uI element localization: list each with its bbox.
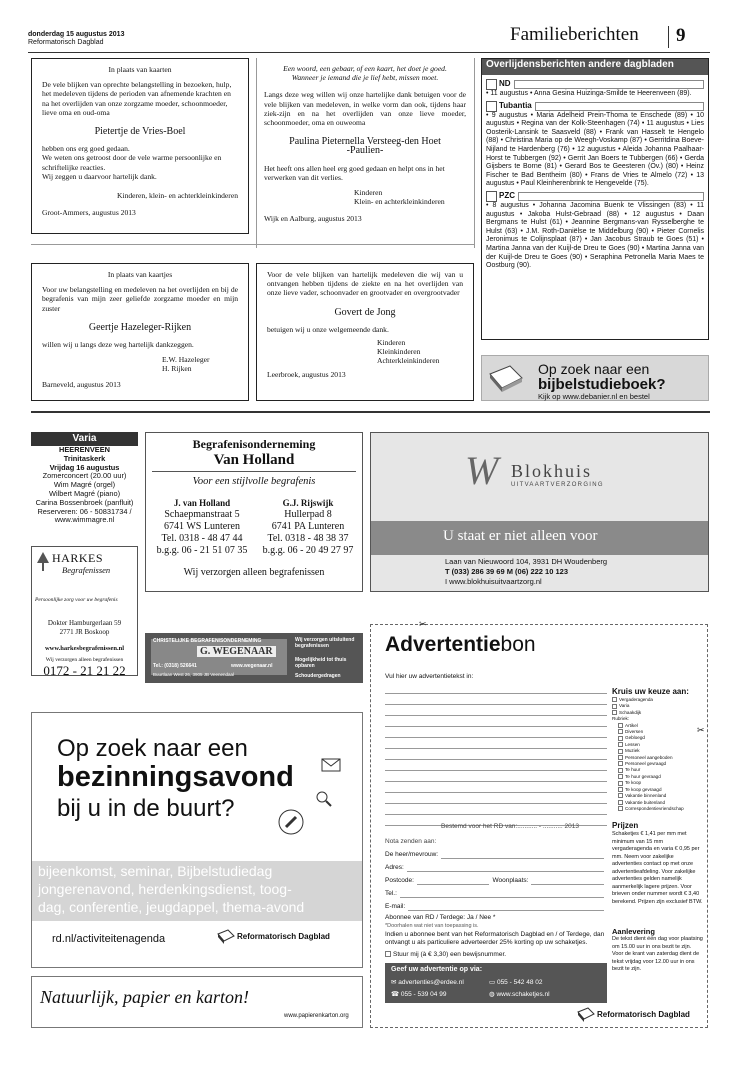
debanier-ad[interactable]: [481, 355, 709, 401]
wegenaar-ad: [145, 633, 363, 683]
vanholland-line: G.J. Rijswijk: [282, 498, 334, 508]
harkes-note: Wij verzorgen alleen begrafenissen: [45, 657, 124, 663]
deceased-name: Geertje Hazeleger-Rijken: [88, 321, 192, 333]
option-label: Vakantie binnenland: [625, 793, 667, 799]
geef-heading: Geef uw advertentie op via:: [391, 966, 483, 973]
wegenaar-r3: Schoudergedragen: [295, 673, 341, 679]
announcement-signature: H. Rijken: [162, 364, 192, 374]
field-label: Woonplaats:: [492, 877, 529, 884]
harkes-ad: [31, 546, 138, 676]
nd-entries: • 11 augustus • Anna Gesina Huizinga-Smilde te Heerenveen (89).: [486, 90, 692, 97]
blokhuis-web[interactable]: I www.blokhuisuitvaartzorg.nl: [445, 577, 542, 586]
column-divider: [256, 58, 257, 248]
field-input[interactable]: [400, 889, 604, 898]
bon-phone: ☎ 055 - 539 04 99: [391, 991, 447, 998]
bon-title: [385, 633, 536, 657]
bezinning-icons: [316, 753, 352, 853]
aanlevering-text: De tekst dient één dag voor plaatsing om 15.00 uur in ons bezit te zijn. Voor de krant van zaterdag dient de tekst vrijdag voor 12.00 uur in ons bezit te zijn.: [612, 936, 703, 972]
book-icon: [488, 364, 524, 394]
overlijden-title: Overlijdensberichten andere dagbladen: [482, 59, 708, 75]
wegenaar-r2: Mogelijkheid tot thuis opbaren: [295, 657, 347, 669]
varia-line: Wilbert Magré (piano): [48, 488, 121, 498]
vanholland-ad: [145, 432, 363, 592]
announcement-text: Wij zeggen u daarvoor hartelijk dank.: [42, 171, 157, 181]
announcement-text: Het heeft ons allen heel erg goed gedaan en helpt ons in het verwerken van dit verlies.: [264, 163, 445, 182]
bon-intro: Vul hier uw advertentietekst in:: [385, 673, 474, 680]
checkbox[interactable]: [618, 755, 623, 760]
bezinning-words1: bijeenkomst, seminar, Bijbelstudiedag: [38, 863, 273, 879]
option-label: Gebloegd: [625, 735, 645, 741]
kruis-heading: Kruis uw keuze aan:: [612, 687, 689, 696]
wegenaar-photo: [151, 639, 287, 675]
harkes-tagline: Persoonlijke zorg voor uw begrafenis: [35, 597, 118, 603]
vanholland-title2: Van Holland: [213, 452, 295, 468]
bon-text-line[interactable]: [385, 804, 607, 815]
announcement-quote: Wanneer je iemand die je lief hebt, missen moet.: [291, 73, 439, 83]
checkbox[interactable]: [612, 697, 617, 702]
prijzen-text: Schaketjes € 1,41 per mm met minimum van 15 mm vergaderagenda en varia € 0,95 per mm. Neem voor zakelijke advertenties contact op met onze advertentieafdeling. Voor zakelijke advertenties gelden namelijk aanmerkelijk lagere prijzen. Voor brieven onder nummer wordt € 3,40 berekend. Prijzen zijn exclusief BTW.: [612, 831, 703, 905]
source-pzc: [486, 191, 704, 202]
bon-text-line[interactable]: [385, 727, 607, 738]
option-label: Te koop: [625, 780, 642, 786]
field-label: E-mail:: [385, 903, 406, 910]
announcement-de-jong: [256, 263, 474, 401]
option-label: Diversen: [625, 729, 644, 735]
bon-field-row: [385, 901, 607, 911]
option-label: Correspondentievriendschap: [625, 805, 684, 811]
overlijden-panel: [481, 58, 709, 340]
checkbox[interactable]: [618, 723, 623, 728]
checkbox[interactable]: [618, 736, 623, 741]
vanholland-line: Tel. 0318 - 48 38 37: [267, 533, 349, 544]
search-icon: [317, 792, 327, 802]
bon-text-line[interactable]: [385, 705, 607, 716]
blokhuis-slogan: U staat er niet alleen voor: [443, 528, 598, 544]
kruis-option[interactable]: [612, 806, 704, 812]
checkbox[interactable]: [618, 774, 623, 779]
option-label: Te huur: [625, 767, 641, 773]
announcement-signature: Kleinkinderen: [377, 347, 421, 357]
bon-field-row: [385, 875, 607, 885]
announcement-hazeleger: [31, 263, 249, 401]
varia-line: Zomerconcert (20.00 uur): [42, 471, 127, 481]
field-label: Adres:: [385, 864, 404, 871]
rd-logo-icon: [217, 929, 235, 945]
varia-line: Trinitaskerk: [63, 453, 106, 463]
header-paper: Reformatorisch Dagblad: [28, 39, 104, 46]
bon-title-a: Advertentie: [385, 633, 501, 656]
bon-abonnee: Abonnee van RD / Terdege: Ja / Nee *: [385, 914, 496, 921]
announcement-signature: Kinderen: [354, 188, 383, 198]
vanholland-line: 6741 PA Lunteren: [271, 521, 345, 532]
vanholland-title1: Begrafenisonderneming: [192, 437, 316, 451]
option-label: Rubriek:: [612, 716, 630, 722]
source-label: PZC: [499, 191, 515, 201]
vanholland-line: b.g.g. 06 - 21 51 07 35: [156, 545, 248, 556]
blokhuis-ad: [370, 432, 709, 592]
field-input[interactable]: [408, 902, 604, 911]
bezinning-l2: bezinningsavond: [57, 761, 294, 793]
varia-title: Varia: [31, 432, 138, 446]
blokhuis-phone: T (033) 286 39 69 M (06) 222 10 123: [445, 567, 568, 576]
varia-box: [31, 432, 138, 536]
varia-line: Reserveren: 06 - 50831734 /: [37, 506, 132, 516]
deceased-nickname: -Paulien-: [346, 145, 384, 157]
bon-text-line[interactable]: [385, 793, 607, 804]
stuur-label: Stuur mij (à € 3,30) een bewijsnummer.: [393, 951, 507, 958]
varia-line: www.wimmagre.nl: [54, 515, 115, 525]
bon-text-line[interactable]: [385, 738, 607, 749]
field-input[interactable]: [417, 876, 490, 885]
bezinning-ad: [31, 712, 363, 968]
papier-ad: [31, 976, 363, 1028]
blokhuis-w-logo: W: [465, 448, 499, 493]
phone-text: 055 - 539 04 99: [400, 991, 447, 998]
bon-contact-box: [385, 963, 607, 1003]
option-label: Lessen: [625, 741, 640, 747]
announcement-place: Leerbroek, augustus 2013: [267, 369, 346, 379]
aanlevering-heading: Aanlevering: [612, 927, 655, 936]
bon-logo: Reformatorisch Dagblad: [597, 1010, 690, 1019]
checkbox[interactable]: [612, 710, 617, 715]
checkbox[interactable]: [618, 793, 623, 798]
bon-fields: [385, 849, 607, 914]
pin-icon: [277, 808, 305, 836]
deceased-name: Pietertje de Vries-Boel: [94, 126, 186, 138]
debanier-link[interactable]: Kijk op www.debanier.nl en bestel: [538, 392, 650, 401]
option-label: Artikel: [625, 722, 638, 728]
announcement-de-vries: [31, 58, 249, 234]
bon-nota: Nota zenden aan:: [385, 838, 437, 845]
bon-field-row: [385, 849, 607, 859]
debanier-line2: bijbelstudieboek?: [538, 376, 666, 393]
harkes-brand: HARKES: [52, 551, 104, 565]
announcement-signature: Achterkleinkinderen: [377, 356, 440, 366]
header-separator: [668, 26, 669, 48]
deceased-name: Govert de Jong: [334, 306, 396, 318]
section-title: Familieberichten: [510, 24, 639, 45]
harkes-url[interactable]: www.harkesbegrafenissen.nl: [44, 645, 125, 652]
varia-line: HEERENVEEN: [59, 445, 110, 454]
option-label: Te huur gevraagd: [625, 773, 661, 779]
bon-doorhalen: *Doorhalen wat niet van toepassing is.: [385, 923, 479, 929]
vanholland-line: b.g.g. 06 - 20 49 27 97: [262, 545, 354, 556]
bon-text-line[interactable]: [385, 694, 607, 705]
source-label: Tubantia: [499, 100, 532, 110]
checkbox[interactable]: [618, 749, 623, 754]
announcement-signature: Kinderen: [377, 338, 406, 348]
bon-bestemd: Bestemd voor het RD van:........... - ........... 2013: [441, 823, 580, 830]
bon-text-line[interactable]: [385, 771, 607, 782]
source-label: ND: [499, 79, 511, 89]
bon-web[interactable]: ◍ www.schaketjes.nl: [489, 991, 550, 998]
vanholland-contact-1: [150, 497, 254, 557]
bon-text-line[interactable]: [385, 716, 607, 727]
announcement-text: hebben ons erg goed gedaan.: [42, 144, 130, 154]
wegenaar-name: G. WEGENAAR: [197, 646, 276, 657]
prijzen-heading: Prijzen: [612, 821, 639, 830]
announcement-signature: Klein- en achterkleinkinderen: [354, 197, 445, 207]
bon-field-row: [385, 888, 607, 898]
varia-line: Carina Bossenbroek (panfluit): [35, 497, 134, 507]
tree-icon: [36, 551, 50, 573]
wegenaar-web[interactable]: www.wegenaar.nl: [231, 663, 273, 669]
bezinning-url[interactable]: rd.nl/activiteitenagenda: [52, 933, 166, 945]
announcement-text: Voor uw belangstelling en medeleven na het overlijden en bij de begrafenis van mijn zeer geliefde zorgzame moeder en mijn zuster: [42, 285, 238, 313]
header-date: donderdag 15 augustus 2013: [28, 31, 125, 38]
option-label: Personeel gevraagd: [625, 761, 667, 767]
option-label: Vergaderagenda: [619, 697, 653, 702]
announcement-place: Groot-Ammers, augustus 2013: [42, 208, 136, 218]
column-divider: [474, 58, 475, 248]
field-label: De heer/mevrouw:: [385, 851, 439, 858]
vanholland-line: Schaepmanstraat 5: [164, 509, 240, 520]
vanholland-footer: Wij verzorgen alleen begrafenissen: [183, 567, 325, 578]
source-tubantia: [486, 101, 704, 112]
email-text: advertenties@erdee.nl: [398, 979, 464, 986]
blokhuis-name: Blokhuis: [511, 461, 593, 481]
rd-logo-icon: [577, 1007, 595, 1023]
bon-title-b: bon: [500, 633, 536, 656]
rule: [152, 471, 356, 472]
bezinning-l3: bij u in de buurt?: [57, 795, 235, 822]
bon-fax: ▭ 055 - 542 48 02: [489, 979, 543, 986]
option-label: Personeel aangeboden: [625, 754, 673, 760]
bon-text-lines[interactable]: [385, 683, 607, 826]
fax-text: 055 - 542 48 02: [496, 979, 543, 986]
vanholland-tagline: Voor een stijlvolle begrafenis: [192, 476, 316, 487]
announcement-text: We weten ons getroost door de vele warme persoonlijke en schriftelijke reacties.: [42, 153, 222, 172]
tubantia-entries: • 9 augustus • Maria Adelheid Prein-Thoma te Enschede (89) • 10 augustus • Regina van der Kolk-Steenhagen (74) • 11 augustus • Lies Oosterik-Lansink te Saasveld (88) • Frank van Hasselt te Hengelo (88) • Christina Maria op de Weegh-Voskamp (87) • Gerritdina Boeve-Nijland te Hardenberg (76) • 12 augustus • Aleida Johanna Paalhaar-Horst te Tubbergen (92) • Gerrit Jan Boers te Tubbergen (66) • Gerda Gijsbers te Borne (81) • Gerard Bos te Geesteren (Ov.) (80) • Heinz Fischer te Bad Bentheim (80) • Frans de Vries te Almelo (72) • 13 augustus • Paul Kleinherenbrink te Hengevelde (75).: [486, 111, 704, 188]
bon-text-line[interactable]: [385, 782, 607, 793]
vanholland-contact-2: [256, 497, 360, 557]
debanier-line1: Op zoek naar een: [538, 361, 650, 377]
checkbox[interactable]: [612, 704, 617, 709]
announcement-versteeg: [256, 58, 474, 238]
vanholland-line: Hullerpad 8: [284, 509, 332, 520]
papier-slogan: Natuurlijk, papier en karton!: [40, 987, 249, 1007]
bezinning-l1: Op zoek naar een: [57, 735, 248, 762]
option-label: Te koop gevraagd: [625, 786, 662, 792]
wegenaar-tel: Tel.: (0318) 526641: [153, 663, 197, 669]
checkbox[interactable]: [618, 761, 623, 766]
field-input[interactable]: [407, 863, 604, 872]
harkes-phone: 0172 - 21 21 22: [43, 663, 126, 678]
bon-text-line[interactable]: [385, 683, 607, 694]
announcement-signature: Kinderen, klein- en achterkleinkinderen: [116, 191, 238, 201]
vanholland-line: J. van Holland: [173, 498, 231, 508]
option-label: Schaakdijk: [619, 709, 642, 715]
bon-stuur[interactable]: [385, 951, 506, 959]
wegenaar-address: Buurtlaan West 26, 3905 JB Veenendaal: [153, 672, 234, 677]
checkbox[interactable]: [618, 806, 623, 811]
checkbox[interactable]: [618, 768, 623, 773]
checkbox[interactable]: [618, 729, 623, 734]
checkbox[interactable]: [618, 787, 623, 792]
advertentiebon: [370, 619, 708, 1028]
announcement-quote: Een woord, een gebaar, of een kaart, het doet je goed.: [283, 64, 447, 73]
field-input[interactable]: [531, 876, 604, 885]
vanholland-line: Tel. 0318 - 48 47 44: [161, 533, 243, 544]
blokhuis-sub: UITVAARTVERZORGING: [511, 482, 604, 488]
field-label: Tel.:: [385, 890, 397, 897]
option-label: Muziek: [625, 748, 640, 754]
field-label: Postcode:: [385, 877, 414, 884]
blokhuis-address: Laan van Nieuwoord 104, 3931 DH Woudenberg: [445, 557, 608, 566]
checkbox[interactable]: [618, 800, 623, 805]
bezinning-logo: Reformatorisch Dagblad: [237, 932, 330, 941]
harkes-sub: Begrafenissen: [62, 565, 111, 575]
option-label: Vakantie buitenland: [625, 799, 666, 805]
announcement-place: Barneveld, augustus 2013: [42, 379, 121, 389]
harkes-postcode: 2771 JR Boskoop: [59, 628, 110, 636]
bezinning-words3: dag, conferentie, jeugdappel, thema-avond: [38, 899, 305, 915]
wegenaar-r1: Wij verzorgen uitsluitend begrafenissen: [295, 637, 355, 649]
web-text: www.schaketjes.nl: [496, 991, 550, 998]
announcement-text: betuigen wij u onze welgemeende dank.: [267, 324, 389, 334]
bon-text-line[interactable]: [385, 749, 607, 760]
vanholland-line: 6741 WS Lunteren: [164, 521, 240, 532]
option-label: Varia: [619, 703, 630, 709]
wegenaar-top: CHRISTELIJKE BEGRAFENISONDERNEMING: [153, 638, 262, 644]
harkes-address: Dokter Hamburgerlaan 59: [47, 619, 122, 627]
announcement-heading: In plaats van kaartjes: [107, 270, 173, 279]
bon-field-row: [385, 862, 607, 872]
varia-line: Wim Magré (orgel): [53, 480, 116, 490]
deceased-name: Paulina Pieternella Versteeg-den Hoet: [289, 136, 441, 148]
checkbox[interactable]: [618, 742, 623, 747]
announcement-heading: In plaats van kaarten: [108, 65, 172, 74]
source-nd: [486, 79, 704, 90]
bezinning-words2: jongerenavond, herdenkingsdienst, toog-: [38, 881, 292, 897]
pzc-entries: • 8 augustus • Johanna Jacomina Buenk te Vlissingen (83) • 11 augustus • Jakoba Hulst-Gebraad (88) • 12 augustus • Daan Bergmans te Hulst (61) • Jeannine Bergmans-van Rysselberghe te Hulst (63) • J.M. Roth-Daniëlse te Middelburg (90) • Pieter Cornelis Jeronimus te Colijnsplaat (87) • Jan Jacobus Straub te Goes (51) • Martina Janna van der Kuijl-de Dreu te Goes (90) • Martina Janna van der Kuijl-de Dreu te Goes (90) • Seraphina Petronella Maria Maes te Oostburg (90).: [486, 201, 704, 270]
bon-indien: Indien u abonnee bent van het Reformatorisch Dagblad en / of Terdege, dan ontvangt u als particuliere adverteerder 25% korting op uw schaketjes.: [385, 931, 605, 946]
section-rule: [31, 411, 710, 413]
page-number: 9: [676, 25, 686, 46]
announcement-place: Wijk en Aalburg, augustus 2013: [264, 214, 362, 224]
header-rule: [28, 52, 710, 53]
checkbox[interactable]: [618, 781, 623, 786]
bon-text-line[interactable]: [385, 760, 607, 771]
announcement-text: willen wij u langs deze weg hartelijk dankzeggen.: [42, 340, 194, 350]
scissors-icon: ✂: [419, 619, 427, 629]
announcement-text: Langs deze weg willen wij onze hartelijke dank betuigen voor de vele blijken van medeleven, in welke vorm dan ook, tijdens haar ziek-zijn en na het overlijden van onze lieve moeder, schoonmoeder, oma en ouweoma: [264, 90, 466, 128]
announcement-text: Voor de vele blijken van hartelijk medeleven die wij van u ontvangen hebben tijdens de ziekte en na het overlijden van onze lieve vader, schoonvader en grootvader en overgrootvader: [267, 270, 463, 298]
bon-email[interactable]: ✉ advertenties@erdee.nl: [391, 979, 464, 986]
announcement-signature: E.W. Hazeleger: [162, 355, 210, 365]
row-rule: [31, 244, 474, 245]
scissors-icon: ✂: [697, 725, 705, 735]
varia-line: Vrijdag 16 augustus: [49, 462, 120, 472]
announcement-text: De vele blijken van oprechte belangstelling in bezoeken, hulp, het medeleven tijdens de perioden van afnemende krachten en na het overlijden van onze zorgzame moeder, schoonmoeder, lieve oma en oud-oma: [42, 80, 232, 117]
kruis-options: [612, 697, 704, 812]
field-input[interactable]: [441, 850, 604, 859]
varia-body: [31, 446, 138, 525]
papier-url[interactable]: www.papierenkarton.org: [284, 1013, 349, 1019]
